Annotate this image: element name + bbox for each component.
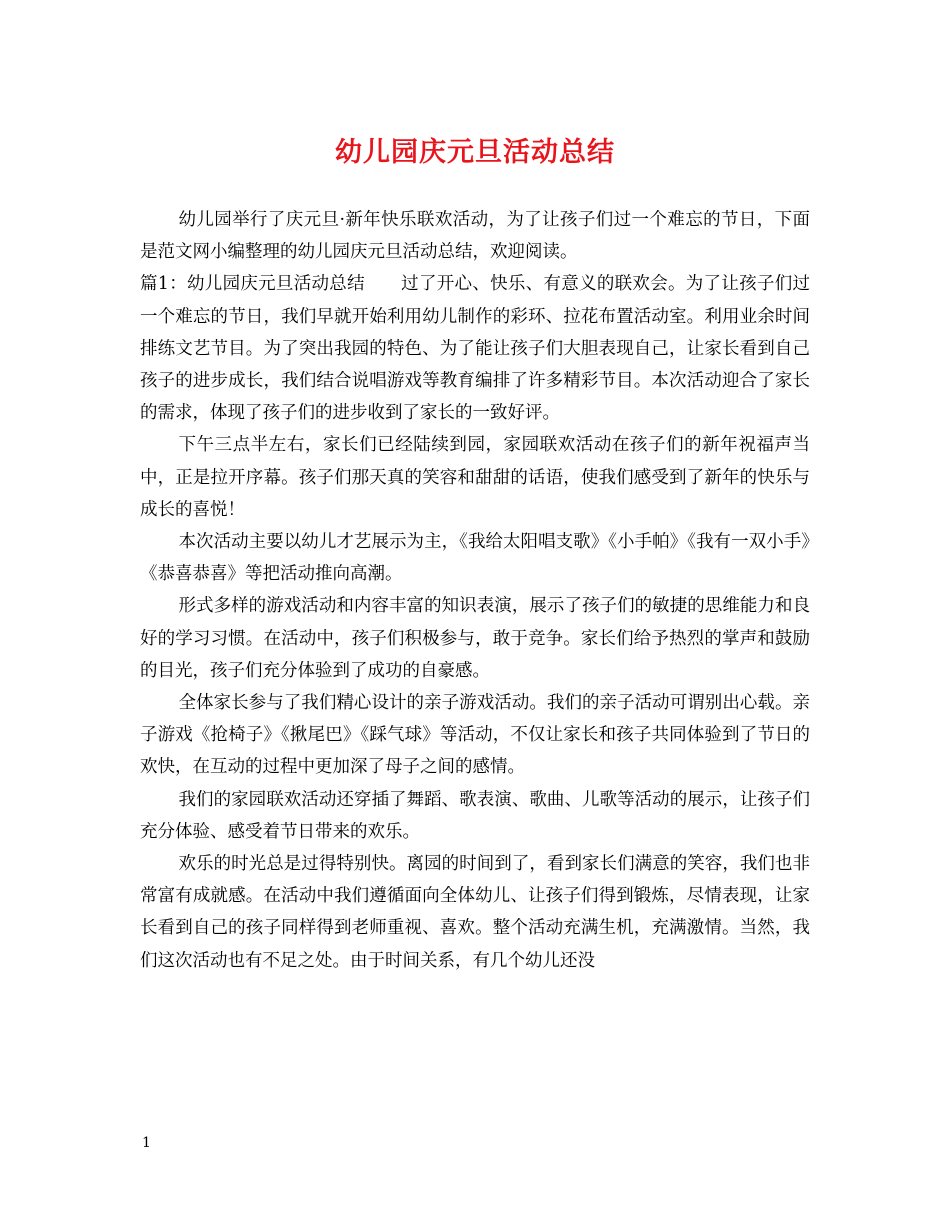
body-paragraph: 全体家长参与了我们精心设计的亲子游戏活动。我们的亲子活动可谓别出心载。亲子游戏《抢椅子》《揪尾巴》《踩气球》等活动，不仅让家长和孩子共同体验到了节日的欢快，在互动的过程中更加深了母子之间的感情。	[140, 693, 810, 778]
body-paragraph: 我们的家园联欢活动还穿插了舞蹈、歌表演、歌曲、儿歌等活动的展示，让孩子们充分体验、感受着节日带来的欢乐。	[140, 789, 810, 842]
document-body	[140, 204, 810, 977]
section-heading: 篇1：幼儿园庆元旦活动总结	[140, 274, 365, 295]
page-number: 1	[142, 1135, 151, 1151]
body-paragraph: 形式多样的游戏活动和内容丰富的知识表演，展示了孩子们的敏捷的思维能力和良好的学习习惯。在活动中，孩子们积极参与，敢于竞争。家长们给予热烈的掌声和鼓励的目光，孩子们充分体验到了成功的自豪感。	[140, 596, 810, 681]
intro-paragraph: 幼儿园举行了庆元旦·新年快乐联欢活动，为了让孩子们过一个难忘的节日，下面是范文网小编整理的幼儿园庆元旦活动总结，欢迎阅读。	[140, 210, 810, 263]
body-paragraph: 本次活动主要以幼儿才艺展示为主，《我给太阳唱支歌》《小手帕》《我有一双小手》《恭喜恭喜》等把活动推向高潮。	[140, 532, 810, 585]
body-paragraph: 下午三点半左右，家长们已经陆续到园，家园联欢活动在孩子们的新年祝福声当中，正是拉开序幕。孩子们那天真的笑容和甜甜的话语，使我们感受到了新年的快乐与成长的喜悦！	[140, 435, 810, 520]
document-title: 幼儿园庆元旦活动总结	[335, 137, 615, 168]
body-paragraph: 欢乐的时光总是过得特别快。离园的时间到了，看到家长们满意的笑容，我们也非常富有成就感。在活动中我们遵循面向全体幼儿、让孩子们得到锻炼，尽情表现，让家长看到自己的孩子同样得到老师重视、喜欢。整个活动充满生机，充满激情。当然，我们这次活动也有不足之处。由于时间关系，有几个幼儿还没	[140, 854, 810, 971]
section-paragraph	[140, 268, 810, 429]
section-first-text: 过了开心、快乐、有意义的联欢会。为了让孩子们过一个难忘的节日，我们早就开始利用幼儿制作的彩环、拉花布置活动室。利用业余时间排练文艺节目。为了突出我园的特色、为了能让孩子们大胆表现自己，让家长看到自己孩子的进步成长，我们结合说唱游戏等教育编排了许多精彩节目。本次活动迎合了家长的需求，体现了孩子们的进步收到了家长的一致好评。	[140, 274, 810, 424]
